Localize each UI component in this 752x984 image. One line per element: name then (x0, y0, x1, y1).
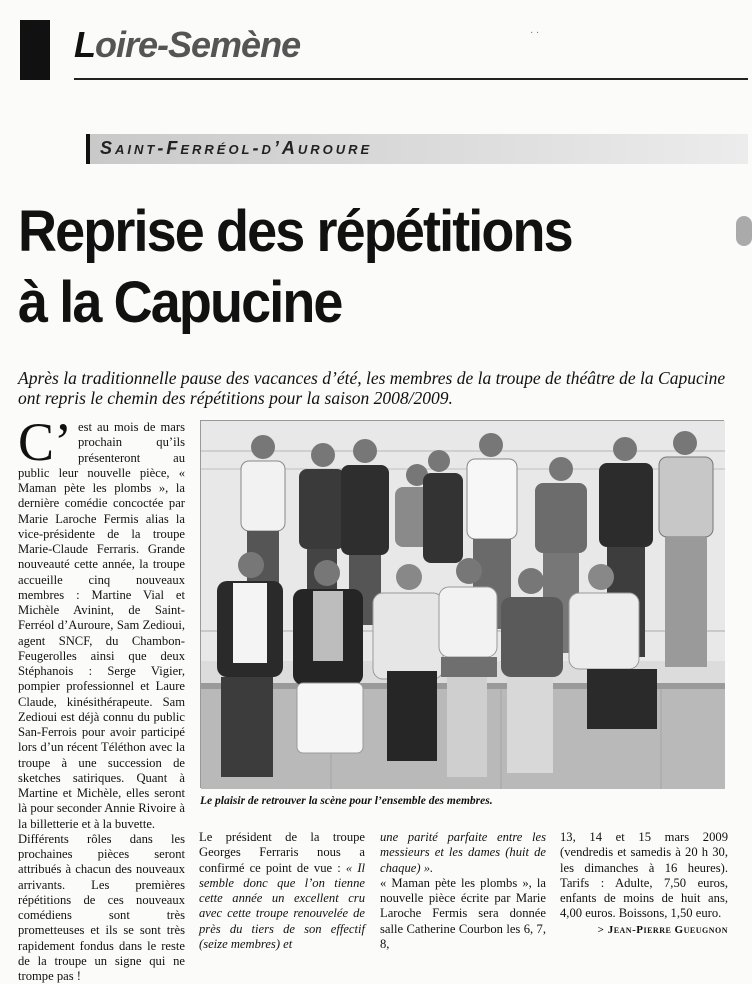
print-specks: · · (530, 28, 540, 39)
section-title-initial: L (74, 24, 95, 65)
column-3 (380, 830, 546, 952)
column-2-quote: « Il semble donc que l’on tienne cette année un excellent cru avec cette troupe renouvelée de près du tiers de son effectif (seize membres) et (199, 860, 366, 951)
column-1-paragraph-1: est au mois de mars prochain qu’ils présenteront au public leur nouvelle pièce, « Maman pète les plombs », la dernière comédie concoctée par Marie Laroche Fermis alias la vice-présidente de la troupe Marie-Claude Ferraris. Grande nouveauté cette année, la troupe accueille cinq nouveaux membres : Martine Vial et Michèle Avinint, de Saint-Ferréol d’Auroure, Sam Zedioui, agent SNCF, du Chambon-Feugerolles ainsi que deux Stéphanois : Serge Vigier, pompier professionnel et Laure Claude, kinésithérapeute. Sam Zedioui est déjà connu du public San-Ferrois pour avoir participé lors d’un récent Téléthon avec la troupe à une succession de sketches satiriques. Quant à Martine et Michèle, elles seront là pour seconder Annie Rivoire à la billetterie et à la buvette. (18, 420, 185, 831)
drop-cap: C’ (18, 412, 72, 472)
article-lede: Après la traditionnelle pause des vacances d’été, les membres de la troupe de théâtre de la Capucine ont repris le chemin des répétitions pour la saison 2008/2009. (18, 368, 726, 408)
section-title-rest: oire-Semène (95, 24, 301, 65)
header-rule (74, 78, 748, 80)
column-3-quote: une parité parfaite entre les messieurs et les dames (huit de chaque) ». (380, 830, 546, 875)
column-2-plain: Le président de la troupe Georges Ferraris nous a confirmé ce point de vue : (199, 830, 365, 875)
section-title (74, 24, 300, 66)
town-name: Saint-Ferréol-d’Auroure (100, 138, 373, 158)
town-banner (86, 134, 748, 164)
column-3-plain: « Maman pète les plombs », la nouvelle pièce écrite par Marie Laroche Fermis sera donnée salle Catherine Courbon les 6, 7, 8, (380, 875, 546, 951)
headline-line-1: Reprise des répétitions (18, 199, 572, 264)
article-headline (18, 196, 688, 338)
column-2 (199, 830, 365, 952)
column-1-paragraph-2: Différents rôles dans les prochaines pièces seront attribués à chacun des nouveaux arrivants. Les premières répétitions de ces nouveaux comédiens sont très prometteuses et ils se sont très rapidement fondus dans le reste de la troupe un signe qui ne trompe pas ! (18, 831, 185, 983)
column-4 (560, 830, 728, 938)
group-photo (200, 420, 724, 788)
byline: > Jean-Pierre Gueugnon (597, 923, 728, 936)
section-marker-bar (20, 20, 50, 80)
headline-line-2: à la Capucine (18, 270, 342, 335)
column-4-text: 13, 14 et 15 mars 2009 (vendredis et samedis à 20 h 30, les dimanches à 16 heures). Tarifs : Adulte, 7,50 euros, enfants de moins de huit ans, 4,00 euros. Boissons, 1,50 euro. (560, 830, 728, 921)
group-photo-illustration (201, 421, 725, 789)
column-1 (18, 412, 185, 984)
photo-caption: Le plaisir de retrouver la scène pour l’ensemble des membres. (200, 795, 493, 807)
scan-edge-mark (736, 216, 752, 246)
